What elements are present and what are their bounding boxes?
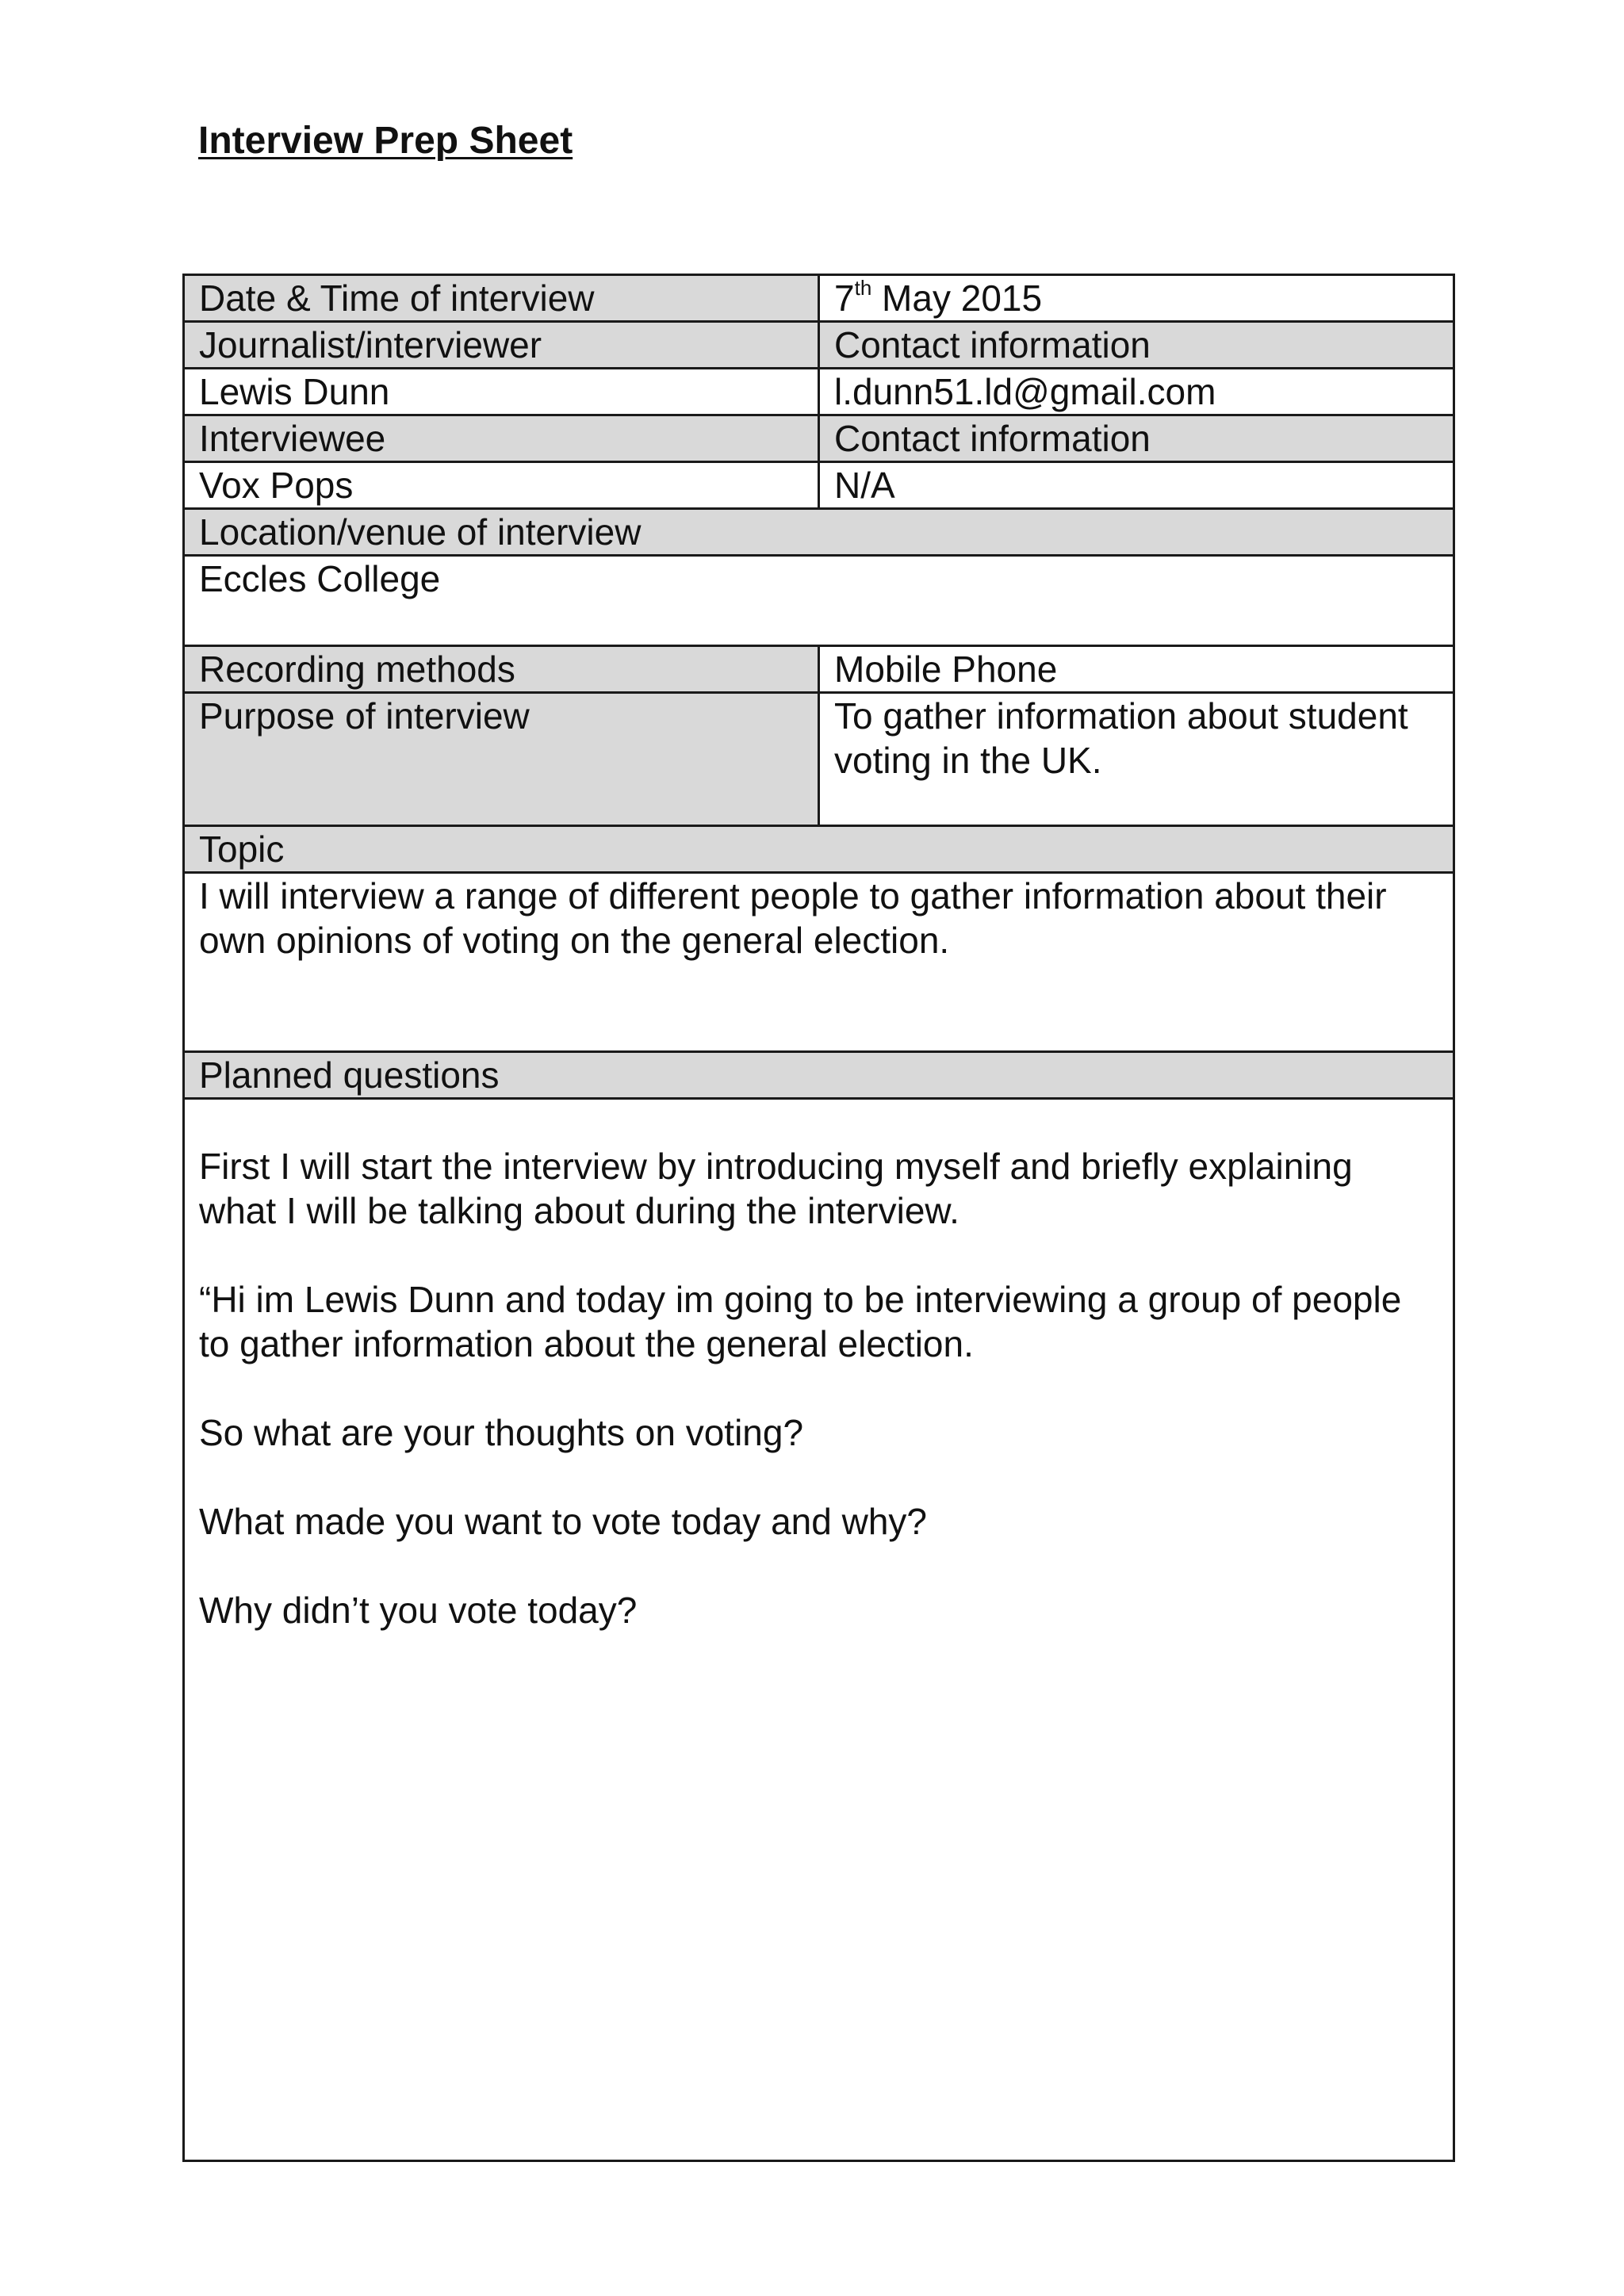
journalist-contact-label: Contact information — [834, 324, 1151, 365]
interviewee-label: Interviewee — [199, 418, 386, 459]
questions-label-cell — [184, 1052, 1454, 1099]
row-topic-value — [184, 873, 1454, 1052]
questions-body-cell — [184, 1099, 1454, 2161]
date-value-cell — [819, 275, 1454, 322]
location-label: Location/venue of interview — [199, 511, 642, 553]
question-paragraph: So what are your thoughts on voting? — [199, 1412, 804, 1453]
topic-label: Topic — [199, 828, 285, 870]
row-topic-header — [184, 826, 1454, 873]
location-value-cell — [184, 556, 1454, 646]
topic-value: I will interview a range of different people to gather information about their own opinions of voting on the general election. — [199, 875, 1387, 961]
interviewee-label-cell — [184, 415, 819, 462]
question-paragraph: Why didn’t you vote today? — [199, 1590, 638, 1631]
row-questions-body — [184, 1099, 1454, 2161]
date-label: Date & Time of interview — [199, 277, 595, 319]
row-purpose — [184, 693, 1454, 826]
interviewee-name-cell — [184, 462, 819, 509]
page-title: Interview Prep Sheet — [198, 120, 573, 162]
recording-label-cell — [184, 646, 819, 693]
date-rest: May 2015 — [871, 277, 1043, 319]
row-interviewee-header — [184, 415, 1454, 462]
topic-label-cell — [184, 826, 1454, 873]
date-day: 7 — [834, 277, 855, 319]
purpose-label: Purpose of interview — [199, 695, 530, 737]
row-interviewee-values — [184, 462, 1454, 509]
location-value: Eccles College — [199, 558, 441, 599]
journalist-name: Lewis Dunn — [199, 371, 390, 412]
row-location-value — [184, 556, 1454, 646]
journalist-contact-label-cell — [819, 322, 1454, 369]
topic-value-cell — [184, 873, 1454, 1052]
purpose-label-cell — [184, 693, 819, 826]
journalist-label-cell — [184, 322, 819, 369]
questions-label: Planned questions — [199, 1054, 500, 1096]
date-suffix: th — [854, 276, 872, 300]
row-date — [184, 275, 1454, 322]
journalist-email: l.dunn51.ld@gmail.com — [834, 371, 1216, 412]
row-questions-header — [184, 1052, 1454, 1099]
date-label-cell — [184, 275, 819, 322]
location-label-cell — [184, 509, 1454, 556]
purpose-value-cell — [819, 693, 1454, 826]
interviewee-name: Vox Pops — [199, 465, 354, 506]
recording-value-cell — [819, 646, 1454, 693]
interviewee-contact-cell — [819, 462, 1454, 509]
recording-label: Recording methods — [199, 649, 515, 690]
date-value — [834, 277, 1042, 319]
row-recording — [184, 646, 1454, 693]
question-paragraph: First I will start the interview by introducing myself and briefly explaining what I will be talking about during the interview. — [199, 1146, 1353, 1231]
interview-prep-table — [182, 274, 1455, 2162]
question-paragraph: What made you want to vote today and why? — [199, 1501, 927, 1542]
row-location-header — [184, 509, 1454, 556]
row-journalist-values — [184, 369, 1454, 415]
interviewee-contact: N/A — [834, 465, 895, 506]
purpose-value: To gather information about student voting in the UK. — [834, 695, 1408, 781]
interviewee-contact-label-cell — [819, 415, 1454, 462]
journalist-label: Journalist/interviewer — [199, 324, 542, 365]
recording-value: Mobile Phone — [834, 649, 1058, 690]
row-journalist-header — [184, 322, 1454, 369]
journalist-email-cell — [819, 369, 1454, 415]
journalist-name-cell — [184, 369, 819, 415]
interviewee-contact-label: Contact information — [834, 418, 1151, 459]
question-paragraph: “Hi im Lewis Dunn and today im going to be interviewing a group of people to gather information about the general election. — [199, 1279, 1402, 1364]
